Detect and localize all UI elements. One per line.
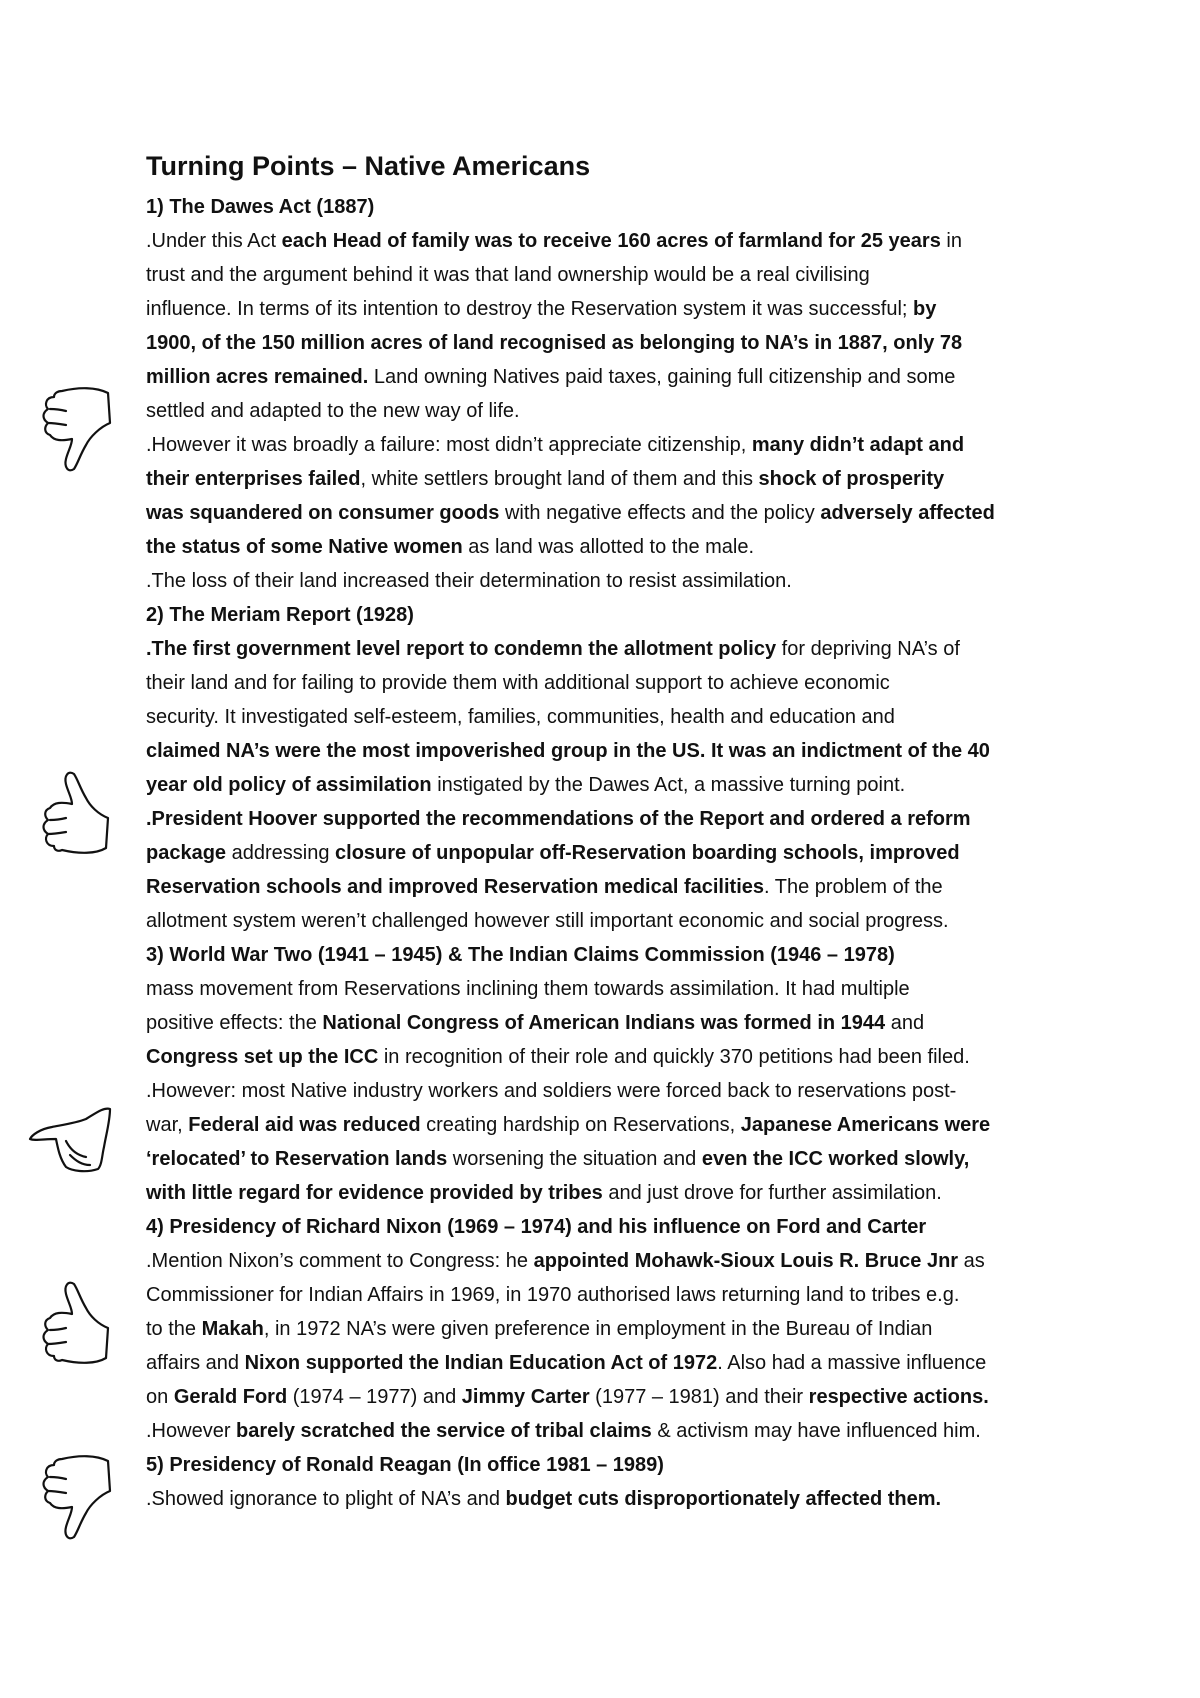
bold-text: National Congress of American Indians was formed in 1944: [322, 1012, 886, 1034]
text-lines: [146, 190, 1076, 1516]
bold-text: Japanese Americans were: [740, 1114, 991, 1136]
text-line: [146, 224, 1076, 258]
bold-text: 2) The Meriam Report (1928): [146, 604, 414, 626]
text-span: Commissioner for Indian Affairs in 1969, in 1970 authorised laws returning land to tribes e.g.: [146, 1284, 960, 1306]
thumbs-up-icon: [34, 1276, 114, 1368]
bold-text: 1900, of the 150 million acres of land recognised as belonging to NA’s in 1887, only 78: [146, 332, 963, 354]
text-line: [146, 1312, 1076, 1346]
text-span: and: [885, 1012, 925, 1034]
text-line: [146, 1142, 1076, 1176]
bold-text: ‘relocated’ to Reservation lands: [146, 1148, 448, 1170]
text-line: [146, 1482, 1076, 1516]
bold-text: 1) The Dawes Act (1887): [146, 196, 375, 218]
bold-text: shock of prosperity: [758, 468, 945, 490]
bold-text: year old policy of assimilation: [146, 774, 432, 796]
text-span: worsening the situation and: [447, 1148, 702, 1170]
text-line: [146, 394, 1076, 428]
text-line: [146, 258, 1076, 292]
bold-text: Makah: [201, 1318, 264, 1340]
text-line: [146, 1346, 1076, 1380]
bold-text: appointed Mohawk-Sioux Louis R. Bruce Jnr: [533, 1250, 959, 1272]
text-span: as land was allotted to the male.: [462, 536, 755, 558]
bold-text: Gerald Ford: [173, 1386, 288, 1408]
text-span: , white settlers brought land of them and this: [360, 468, 759, 490]
text-span: settled and adapted to the new way of life.: [146, 400, 520, 422]
text-span: trust and the argument behind it was that land ownership would be a real civilising: [146, 264, 870, 286]
text-line: [146, 428, 1076, 462]
text-span: as: [958, 1250, 985, 1272]
bold-text: many didn’t adapt and: [751, 434, 965, 456]
bold-text: with little regard for evidence provided by tribes: [146, 1182, 603, 1204]
bold-text: Federal aid was reduced: [188, 1114, 421, 1136]
bold-text: by: [913, 298, 937, 320]
bold-text: adversely affected: [820, 502, 995, 524]
text-span: mass movement from Reservations inclining them towards assimilation. It had multiple: [146, 978, 910, 1000]
text-line: [146, 1176, 1076, 1210]
bold-text: the status of some Native women: [146, 536, 463, 558]
bold-text: .President Hoover supported the recommendations of the Report and ordered a reform: [146, 808, 971, 830]
bold-text: was squandered on consumer goods: [146, 502, 500, 524]
text-line: [146, 496, 1076, 530]
text-span: positive effects: the: [146, 1012, 323, 1034]
bold-text: each Head of family was to receive 160 acres of farmland for 25 years: [281, 230, 941, 252]
text-span: .Mention Nixon’s comment to Congress: he: [146, 1250, 534, 1272]
text-span: .However it was broadly a failure: most didn’t appreciate citizenship,: [146, 434, 752, 456]
text-span: on: [146, 1386, 174, 1408]
text-span: .However: [146, 1420, 237, 1442]
text-span: allotment system weren’t challenged however still important economic and social progress.: [146, 910, 949, 932]
bold-text: claimed NA’s were the most impoverished group in the US. It was an indictment of the 40: [146, 740, 990, 762]
text-line: [146, 1108, 1076, 1142]
text-line: [146, 1380, 1076, 1414]
text-span: in: [940, 230, 962, 252]
bold-text: million acres remained.: [146, 366, 369, 388]
text-span: creating hardship on Reservations,: [420, 1114, 741, 1136]
text-span: instigated by the Dawes Act, a massive turning point.: [431, 774, 906, 796]
text-line: [146, 768, 1076, 802]
bold-text: Reservation schools and improved Reservation medical facilities: [146, 876, 764, 898]
text-line: [146, 462, 1076, 496]
text-line: [146, 904, 1076, 938]
bold-text: budget cuts disproportionately affected them.: [505, 1488, 942, 1510]
text-span: to the: [146, 1318, 202, 1340]
text-span: .Under this Act: [146, 230, 282, 252]
text-span: affairs and: [146, 1352, 245, 1374]
text-line: [146, 700, 1076, 734]
thumbs-up-icon: [34, 766, 114, 858]
section-heading: [146, 938, 1076, 972]
text-span: influence. In terms of its intention to destroy the Reservation system it was successful;: [146, 298, 914, 320]
text-span: with negative effects and the policy: [499, 502, 821, 524]
bold-text: Jimmy Carter: [461, 1386, 590, 1408]
bold-text: 4) Presidency of Richard Nixon (1969 – 1974) and his influence on Ford and Carter: [146, 1216, 927, 1238]
bold-text: 5) Presidency of Ronald Reagan (In office 1981 – 1989): [146, 1454, 664, 1476]
bold-text: package: [146, 842, 227, 864]
text-line: [146, 1244, 1076, 1278]
text-span: .Showed ignorance to plight of NA’s and: [146, 1488, 506, 1510]
bold-text: barely scratched the service of tribal claims: [236, 1420, 652, 1442]
text-line: [146, 292, 1076, 326]
text-line: [146, 666, 1076, 700]
text-line: [146, 564, 1076, 598]
thumbs-down-icon: [34, 1451, 114, 1543]
text-line: [146, 734, 1076, 768]
text-span: war,: [146, 1114, 189, 1136]
text-span: Land owning Natives paid taxes, gaining full citizenship and some: [368, 366, 956, 388]
text-span: (1974 – 1977) and: [287, 1386, 462, 1408]
thumbs-down-icon: [34, 383, 114, 475]
bold-text: even the ICC worked slowly,: [701, 1148, 970, 1170]
text-span: addressing: [226, 842, 336, 864]
text-span: . The problem of the: [764, 876, 943, 898]
text-span: (1977 – 1981) and their: [589, 1386, 809, 1408]
text-span: . Also had a massive influence: [717, 1352, 987, 1374]
text-line: [146, 326, 1076, 360]
text-line: [146, 972, 1076, 1006]
bold-text: closure of unpopular off-Reservation boarding schools, improved: [335, 842, 960, 864]
section-heading: [146, 598, 1076, 632]
bold-text: .The first government level report to condemn the allotment policy: [146, 638, 777, 660]
text-span: their land and for failing to provide them with additional support to achieve economic: [146, 672, 890, 694]
text-span: , in 1972 NA’s were given preference in employment in the Bureau of Indian: [263, 1318, 933, 1340]
section-heading: [146, 1448, 1076, 1482]
bold-text: Nixon supported the Indian Education Act of 1972: [244, 1352, 718, 1374]
section-heading: [146, 190, 1076, 224]
bold-text: 3) World War Two (1941 – 1945) & The Indian Claims Commission (1946 – 1978): [146, 944, 895, 966]
text-line: [146, 836, 1076, 870]
text-line: [146, 360, 1076, 394]
text-line: [146, 1278, 1076, 1312]
page-title: Turning Points – Native Americans: [146, 151, 591, 181]
bold-text: their enterprises failed: [146, 468, 361, 490]
bold-text: respective actions.: [808, 1386, 989, 1408]
text-span: and just drove for further assimilation.: [602, 1182, 942, 1204]
section-heading: [146, 1210, 1076, 1244]
text-line: [146, 1414, 1076, 1448]
text-line: [146, 870, 1076, 904]
text-line: [146, 1074, 1076, 1108]
pointing-hand-icon: [26, 1095, 116, 1187]
text-span: .The loss of their land increased their determination to resist assimilation.: [146, 570, 792, 592]
text-line: [146, 1040, 1076, 1074]
text-line: [146, 632, 1076, 666]
text-line: [146, 530, 1076, 564]
text-span: security. It investigated self-esteem, families, communities, health and education and: [146, 706, 895, 728]
bold-text: Congress set up the ICC: [146, 1046, 379, 1068]
text-span: .However: most Native industry workers and soldiers were forced back to reservations post-: [146, 1080, 957, 1102]
text-span: in recognition of their role and quickly 370 petitions had been filed.: [378, 1046, 970, 1068]
text-span: & activism may have influenced him.: [651, 1420, 981, 1442]
document-body: [146, 148, 1076, 1516]
text-line: [146, 1006, 1076, 1040]
text-span: for depriving NA’s of: [776, 638, 960, 660]
text-line: [146, 802, 1076, 836]
